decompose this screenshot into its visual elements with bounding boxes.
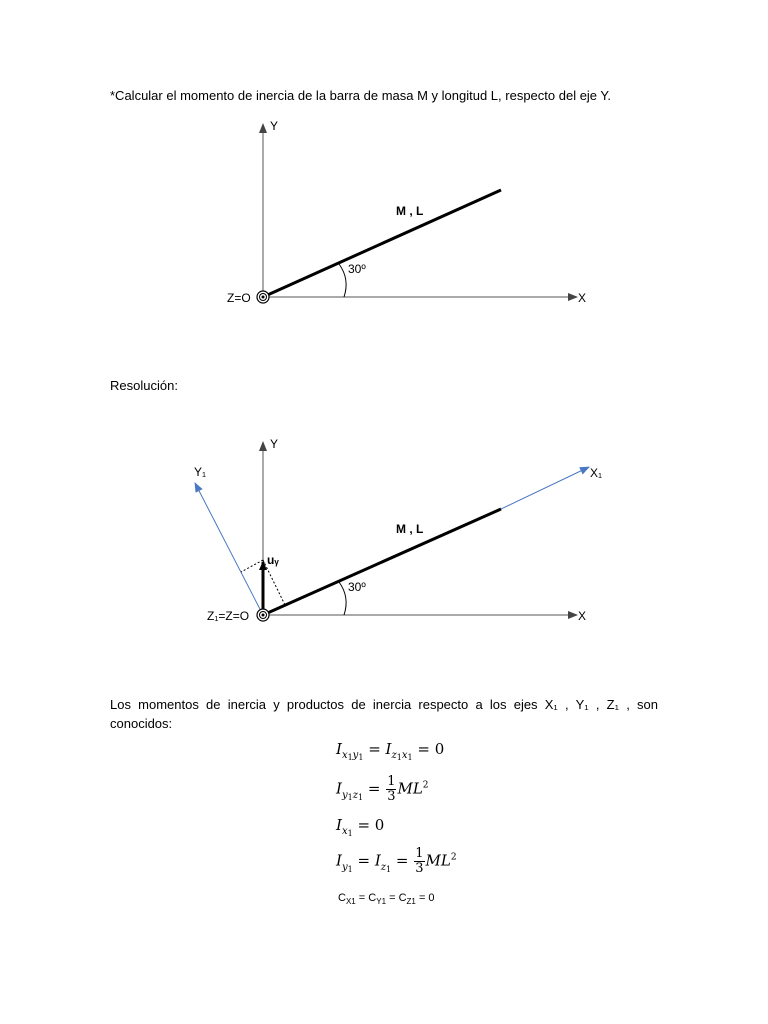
y-axis-label: Y: [270, 437, 279, 451]
bar: [263, 190, 501, 297]
fraction: $\frac{1}{3}$: [415, 846, 424, 876]
x-axis-label: X: [578, 291, 587, 305]
fraction: $\frac{1}{3}$: [387, 774, 396, 804]
angle-arc: [339, 582, 346, 615]
z-axis-dot: [262, 296, 265, 299]
angle-label: 30º: [348, 580, 366, 594]
equation-ix1: $I_{x_1} = 0$: [336, 816, 385, 838]
x1-axis-label: X₁: [590, 466, 603, 480]
origin-label: Z₁=Z=O: [207, 609, 250, 623]
x-axis-label: X: [578, 609, 587, 623]
y1-axis-label: Y₁: [194, 465, 207, 479]
y1-axis: [195, 483, 263, 615]
angle-label: 30º: [348, 262, 366, 276]
resolution-heading: Resolución:: [110, 378, 178, 393]
equation-iy1-iz1: $I_{y_1} = I_{z_1}$ = $\frac{1}{3}$ $ML^2$: [336, 846, 457, 876]
bar: [263, 509, 501, 615]
figure-original-bar: [0, 110, 768, 320]
projection-line-1: [241, 560, 263, 572]
equation-c-values: $C_{X1} = C_{Y1} = C_{Z1} = 0$: [338, 892, 435, 907]
equation-products-of-inertia: $I_{x_1y_1} = I_{z_1x_1} = 0$: [336, 740, 445, 762]
bar-label: M , L: [396, 522, 424, 536]
bar-label: M , L: [396, 204, 424, 218]
angle-arc: [339, 264, 346, 297]
x1-axis: [499, 467, 589, 510]
problem-statement: *Calcular el momento de inercia de la barra de masa M y longitud L, respecto del eje Y.: [110, 88, 612, 103]
origin-label: Z=O: [227, 291, 251, 305]
intro-paragraph: Los momentos de inercia y productos de inercia respecto a los ejes X₁ , Y₁ , Z₁ , son conocidos:: [110, 697, 658, 731]
y-axis-label: Y: [270, 119, 279, 133]
figure-rotated-axes: [0, 425, 768, 635]
unit-vector-label: uᵧ: [267, 553, 279, 567]
equation-product-yz: $I_{y_1z_1}$ = $\frac{1}{3}$ $ML^2$: [336, 774, 429, 804]
z-axis-dot: [262, 614, 265, 617]
